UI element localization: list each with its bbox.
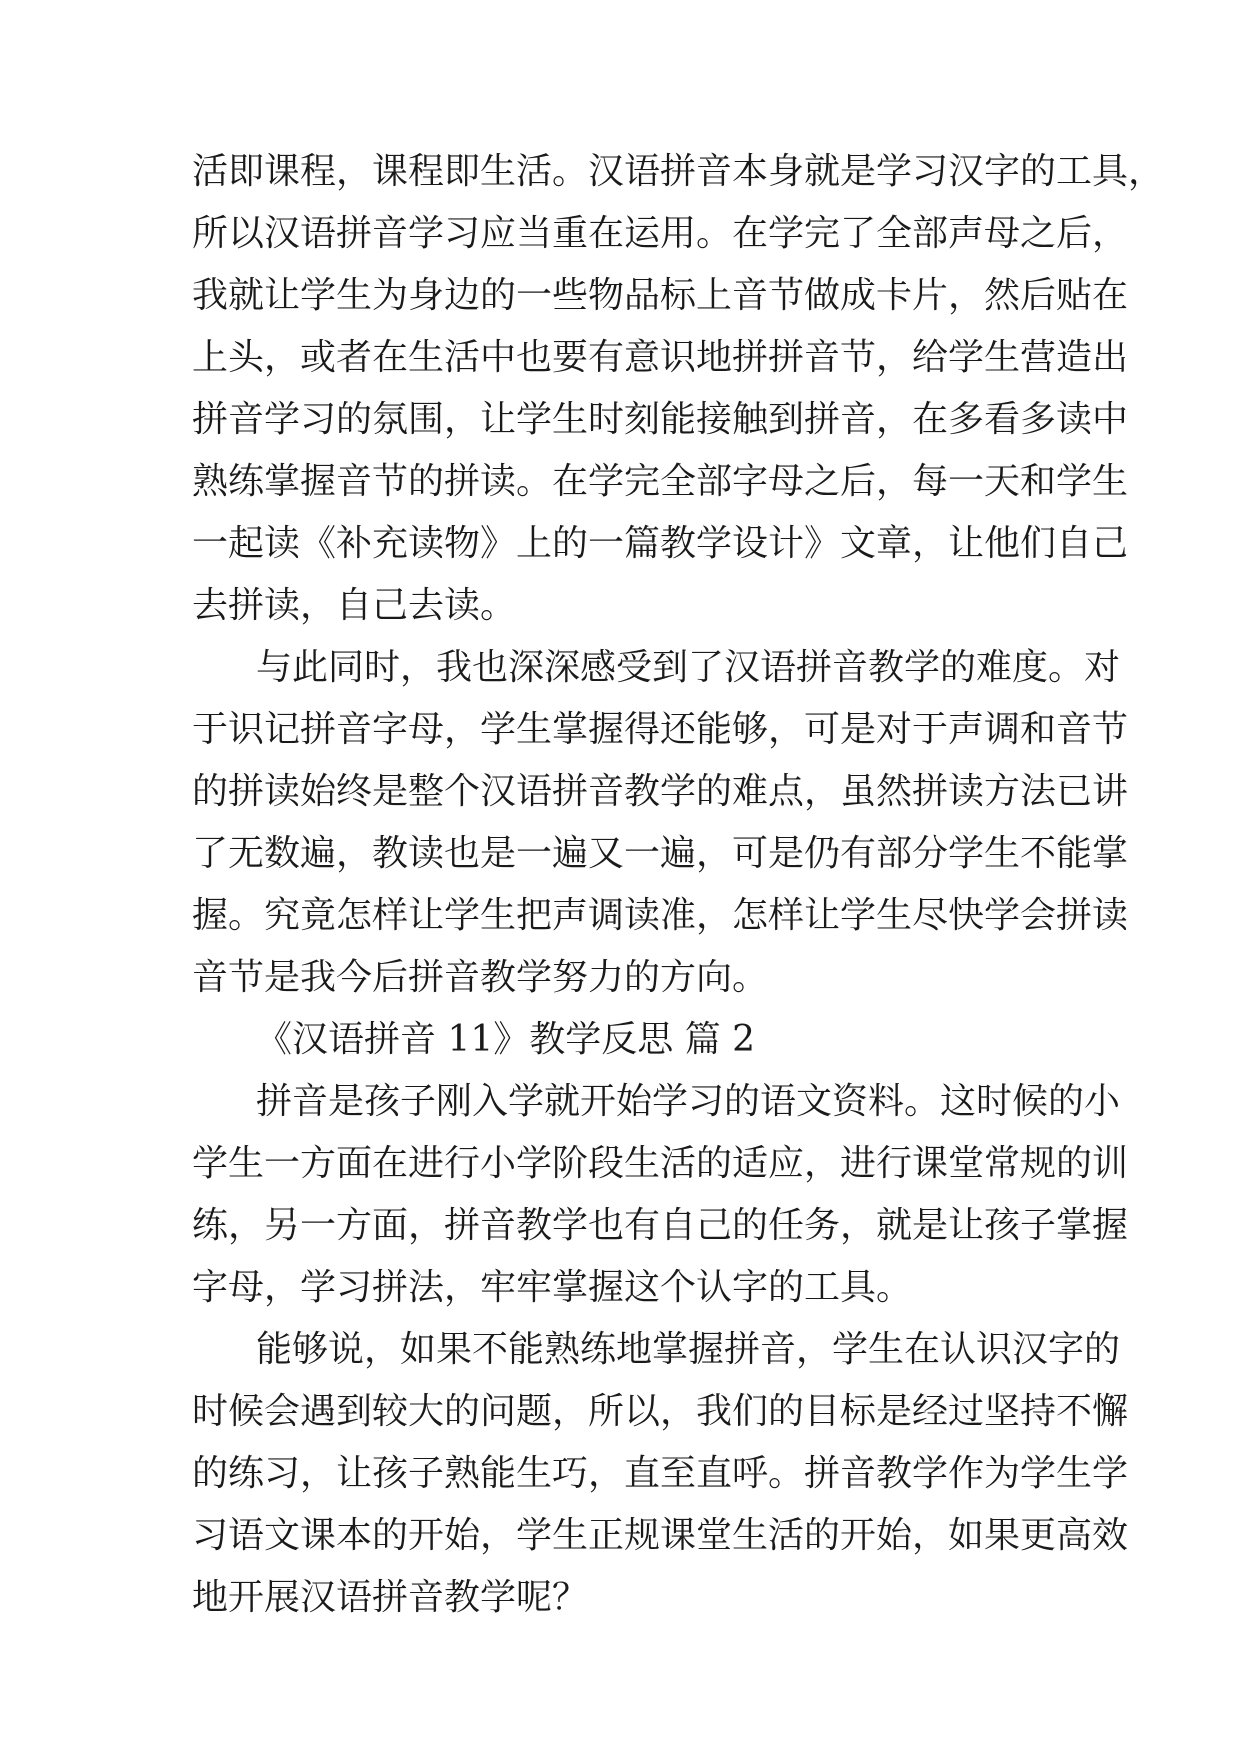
paragraph-first-line: 能够说，如果不能熟练地掌握拼音，学生在认识汉字的: [256, 1329, 1121, 1370]
text-line: 于识记拼音字母，学生掌握得还能够，可是对于声调和音节: [192, 709, 1129, 750]
text-line: 熟练掌握音节的拼读。在学完全部字母之后，每一天和学生: [192, 461, 1129, 502]
text-line: 握。究竟怎样让学生把声调读准，怎样让学生尽快学会拼读: [192, 895, 1129, 936]
paragraph-first-line: 拼音是孩子刚入学就开始学习的语文资料。这时候的小: [256, 1081, 1121, 1122]
section-heading: 《汉语拼音 11》教学反思 篇 2: [256, 1019, 756, 1060]
text-line: 我就让学生为身边的一些物品标上音节做成卡片，然后贴在: [192, 275, 1129, 316]
text-line: 拼音学习的氛围，让学生时刻能接触到拼音，在多看多读中: [192, 399, 1129, 440]
text-line: 所以汉语拼音学习应当重在运用。在学完了全部声母之后，: [192, 213, 1129, 254]
text-line: 字母，学习拼法，牢牢掌握这个认字的工具。: [192, 1267, 913, 1308]
paragraph-first-line: 与此同时，我也深深感受到了汉语拼音教学的难度。对: [256, 647, 1121, 688]
text-line: 习语文课本的开始，学生正规课堂生活的开始，如果更高效: [192, 1515, 1129, 1556]
text-line: 一起读《补充读物》上的一篇教学设计》文章，让他们自己: [192, 523, 1129, 564]
text-line: 时候会遇到较大的问题，所以，我们的目标是经过坚持不懈: [192, 1391, 1129, 1432]
text-line: 去拼读，自己去读。: [192, 585, 517, 626]
text-line: 了无数遍，教读也是一遍又一遍，可是仍有部分学生不能掌: [192, 833, 1129, 874]
text-line: 学生一方面在进行小学阶段生活的适应，进行课堂常规的训: [192, 1143, 1129, 1184]
text-line: 活即课程，课程即生活。汉语拼音本身就是学习汉字的工具，: [192, 151, 1165, 192]
text-line: 练，另一方面，拼音教学也有自己的任务，就是让孩子掌握: [192, 1205, 1129, 1246]
text-line: 地开展汉语拼音教学呢？: [192, 1577, 589, 1618]
text-line: 音节是我今后拼音教学努力的方向。: [192, 957, 769, 998]
text-line: 的练习，让孩子熟能生巧，直至直呼。拼音教学作为学生学: [192, 1453, 1129, 1494]
text-line: 的拼读始终是整个汉语拼音教学的难点，虽然拼读方法已讲: [192, 771, 1129, 812]
text-line: 上头，或者在生活中也要有意识地拼拼音节，给学生营造出: [192, 337, 1129, 378]
